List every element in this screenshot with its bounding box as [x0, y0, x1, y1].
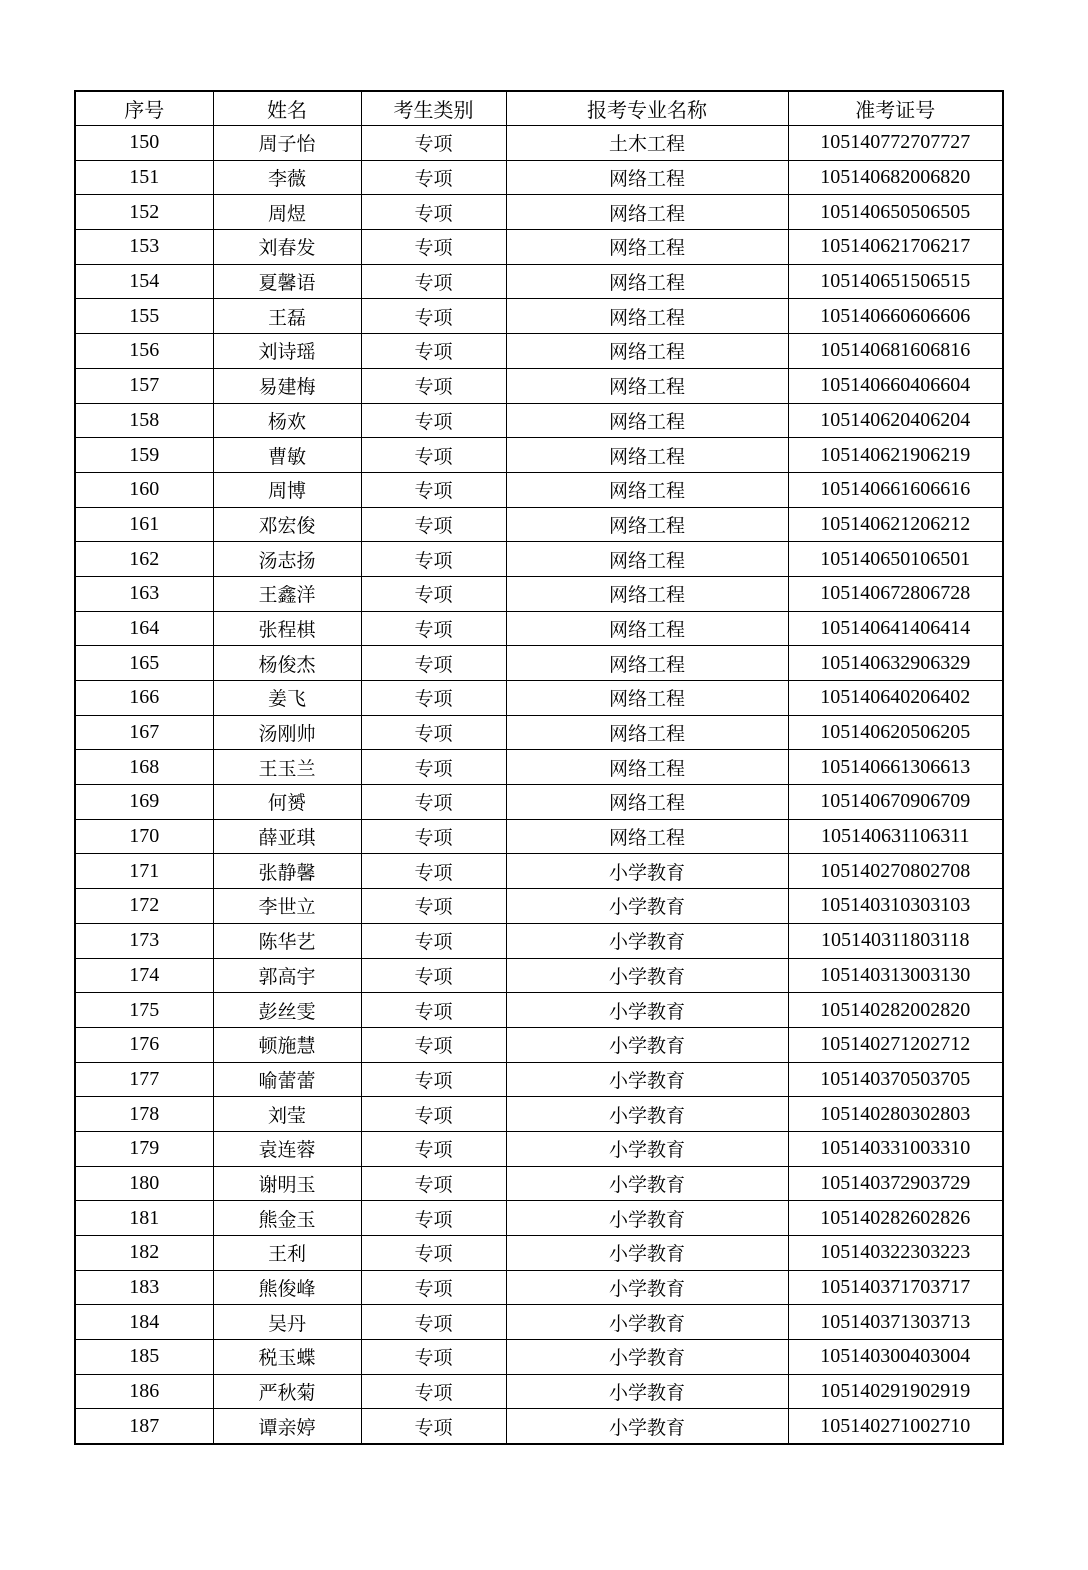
cell-name: 汤志扬 — [213, 542, 361, 577]
column-header-major: 报考专业名称 — [506, 91, 788, 126]
cell-major: 小学教育 — [506, 1131, 788, 1166]
cell-exam-id: 105140682006820 — [788, 160, 1003, 195]
cell-serial: 185 — [75, 1340, 213, 1375]
cell-name: 李薇 — [213, 160, 361, 195]
cell-category: 专项 — [361, 611, 506, 646]
cell-category: 专项 — [361, 576, 506, 611]
cell-exam-id: 105140631106311 — [788, 819, 1003, 854]
cell-major: 网络工程 — [506, 785, 788, 820]
cell-category: 专项 — [361, 542, 506, 577]
cell-category: 专项 — [361, 1201, 506, 1236]
cell-name: 税玉蝶 — [213, 1340, 361, 1375]
cell-category: 专项 — [361, 334, 506, 369]
cell-serial: 171 — [75, 854, 213, 889]
cell-serial: 169 — [75, 785, 213, 820]
cell-name: 周博 — [213, 472, 361, 507]
cell-name: 邓宏俊 — [213, 507, 361, 542]
header-row — [75, 91, 1003, 126]
cell-name: 熊俊峰 — [213, 1270, 361, 1305]
cell-exam-id: 105140650106501 — [788, 542, 1003, 577]
cell-serial: 168 — [75, 750, 213, 785]
cell-serial: 179 — [75, 1131, 213, 1166]
table-row — [75, 299, 1003, 334]
cell-serial: 182 — [75, 1236, 213, 1271]
table-row — [75, 1027, 1003, 1062]
cell-serial: 164 — [75, 611, 213, 646]
cell-exam-id: 105140641406414 — [788, 611, 1003, 646]
cell-major: 网络工程 — [506, 230, 788, 265]
cell-name: 王鑫洋 — [213, 576, 361, 611]
cell-major: 网络工程 — [506, 611, 788, 646]
cell-serial: 173 — [75, 923, 213, 958]
cell-exam-id: 105140672806728 — [788, 576, 1003, 611]
cell-category: 专项 — [361, 507, 506, 542]
cell-serial: 160 — [75, 472, 213, 507]
cell-serial: 158 — [75, 403, 213, 438]
admission-roster-table — [74, 90, 1004, 1445]
cell-serial: 152 — [75, 195, 213, 230]
cell-category: 专项 — [361, 1409, 506, 1444]
cell-exam-id: 105140632906329 — [788, 646, 1003, 681]
table-row — [75, 958, 1003, 993]
cell-major: 网络工程 — [506, 750, 788, 785]
cell-serial: 177 — [75, 1062, 213, 1097]
table-row — [75, 750, 1003, 785]
cell-serial: 178 — [75, 1097, 213, 1132]
table-row — [75, 993, 1003, 1028]
cell-name: 汤刚帅 — [213, 715, 361, 750]
cell-exam-id: 105140650506505 — [788, 195, 1003, 230]
table-row — [75, 1097, 1003, 1132]
cell-category: 专项 — [361, 1131, 506, 1166]
table-row — [75, 403, 1003, 438]
table-row — [75, 368, 1003, 403]
cell-major: 小学教育 — [506, 923, 788, 958]
table-row — [75, 264, 1003, 299]
cell-serial: 170 — [75, 819, 213, 854]
cell-exam-id: 105140640206402 — [788, 681, 1003, 716]
cell-exam-id: 105140270802708 — [788, 854, 1003, 889]
cell-exam-id: 105140300403004 — [788, 1340, 1003, 1375]
table-row — [75, 819, 1003, 854]
cell-category: 专项 — [361, 681, 506, 716]
cell-serial: 186 — [75, 1374, 213, 1409]
cell-serial: 184 — [75, 1305, 213, 1340]
cell-major: 土木工程 — [506, 126, 788, 161]
cell-name: 张静馨 — [213, 854, 361, 889]
cell-major: 小学教育 — [506, 889, 788, 924]
cell-major: 网络工程 — [506, 438, 788, 473]
cell-category: 专项 — [361, 403, 506, 438]
cell-exam-id: 105140670906709 — [788, 785, 1003, 820]
cell-major: 小学教育 — [506, 1166, 788, 1201]
cell-major: 网络工程 — [506, 507, 788, 542]
cell-serial: 163 — [75, 576, 213, 611]
table-row — [75, 1236, 1003, 1271]
table-body — [75, 126, 1003, 1445]
cell-name: 郭高宇 — [213, 958, 361, 993]
cell-name: 熊金玉 — [213, 1201, 361, 1236]
cell-exam-id: 105140331003310 — [788, 1131, 1003, 1166]
cell-serial: 172 — [75, 889, 213, 924]
cell-name: 易建梅 — [213, 368, 361, 403]
cell-serial: 187 — [75, 1409, 213, 1444]
cell-name: 陈华艺 — [213, 923, 361, 958]
cell-category: 专项 — [361, 646, 506, 681]
cell-serial: 167 — [75, 715, 213, 750]
table-row — [75, 1270, 1003, 1305]
cell-category: 专项 — [361, 1166, 506, 1201]
table-row — [75, 646, 1003, 681]
cell-exam-id: 105140282602826 — [788, 1201, 1003, 1236]
cell-name: 李世立 — [213, 889, 361, 924]
cell-name: 严秋菊 — [213, 1374, 361, 1409]
cell-exam-id: 105140621906219 — [788, 438, 1003, 473]
table-row — [75, 334, 1003, 369]
cell-name: 夏馨语 — [213, 264, 361, 299]
cell-category: 专项 — [361, 1270, 506, 1305]
cell-category: 专项 — [361, 923, 506, 958]
cell-exam-id: 105140620406204 — [788, 403, 1003, 438]
table-row — [75, 126, 1003, 161]
table-row — [75, 507, 1003, 542]
cell-name: 谢明玉 — [213, 1166, 361, 1201]
cell-exam-id: 105140661306613 — [788, 750, 1003, 785]
cell-exam-id: 105140280302803 — [788, 1097, 1003, 1132]
cell-major: 小学教育 — [506, 1097, 788, 1132]
table-row — [75, 438, 1003, 473]
cell-name: 刘春发 — [213, 230, 361, 265]
table-row — [75, 1409, 1003, 1444]
cell-major: 网络工程 — [506, 299, 788, 334]
cell-category: 专项 — [361, 819, 506, 854]
cell-name: 何赟 — [213, 785, 361, 820]
table-row — [75, 1062, 1003, 1097]
cell-category: 专项 — [361, 368, 506, 403]
cell-major: 小学教育 — [506, 1027, 788, 1062]
cell-exam-id: 105140311803118 — [788, 923, 1003, 958]
table-row — [75, 1374, 1003, 1409]
cell-exam-id: 105140310303103 — [788, 889, 1003, 924]
cell-major: 网络工程 — [506, 472, 788, 507]
table-row — [75, 160, 1003, 195]
cell-name: 喻蕾蕾 — [213, 1062, 361, 1097]
cell-serial: 159 — [75, 438, 213, 473]
cell-major: 小学教育 — [506, 1062, 788, 1097]
cell-name: 袁连蓉 — [213, 1131, 361, 1166]
cell-major: 网络工程 — [506, 681, 788, 716]
table-row — [75, 1131, 1003, 1166]
column-header-exam-id: 准考证号 — [788, 91, 1003, 126]
table-row — [75, 889, 1003, 924]
cell-major: 小学教育 — [506, 993, 788, 1028]
cell-major: 小学教育 — [506, 1270, 788, 1305]
cell-serial: 151 — [75, 160, 213, 195]
cell-major: 网络工程 — [506, 264, 788, 299]
cell-category: 专项 — [361, 160, 506, 195]
cell-category: 专项 — [361, 854, 506, 889]
cell-major: 小学教育 — [506, 1340, 788, 1375]
cell-serial: 156 — [75, 334, 213, 369]
column-header-name: 姓名 — [213, 91, 361, 126]
cell-category: 专项 — [361, 1062, 506, 1097]
cell-name: 曹敏 — [213, 438, 361, 473]
cell-category: 专项 — [361, 195, 506, 230]
table-row — [75, 230, 1003, 265]
cell-exam-id: 105140370503705 — [788, 1062, 1003, 1097]
cell-major: 小学教育 — [506, 1201, 788, 1236]
cell-exam-id: 105140681606816 — [788, 334, 1003, 369]
cell-category: 专项 — [361, 299, 506, 334]
cell-major: 小学教育 — [506, 854, 788, 889]
cell-name: 周煜 — [213, 195, 361, 230]
cell-exam-id: 105140651506515 — [788, 264, 1003, 299]
cell-major: 小学教育 — [506, 1409, 788, 1444]
cell-serial: 181 — [75, 1201, 213, 1236]
cell-name: 吴丹 — [213, 1305, 361, 1340]
cell-category: 专项 — [361, 1374, 506, 1409]
cell-category: 专项 — [361, 1305, 506, 1340]
cell-name: 姜飞 — [213, 681, 361, 716]
cell-serial: 183 — [75, 1270, 213, 1305]
cell-major: 网络工程 — [506, 403, 788, 438]
cell-major: 网络工程 — [506, 542, 788, 577]
cell-serial: 180 — [75, 1166, 213, 1201]
cell-major: 网络工程 — [506, 160, 788, 195]
cell-serial: 162 — [75, 542, 213, 577]
cell-exam-id: 105140660406604 — [788, 368, 1003, 403]
cell-major: 网络工程 — [506, 646, 788, 681]
cell-exam-id: 105140620506205 — [788, 715, 1003, 750]
table-row — [75, 715, 1003, 750]
cell-major: 小学教育 — [506, 1374, 788, 1409]
cell-serial: 176 — [75, 1027, 213, 1062]
cell-name: 彭丝雯 — [213, 993, 361, 1028]
cell-exam-id: 105140371703717 — [788, 1270, 1003, 1305]
table-row — [75, 472, 1003, 507]
cell-category: 专项 — [361, 1236, 506, 1271]
cell-category: 专项 — [361, 993, 506, 1028]
cell-serial: 166 — [75, 681, 213, 716]
cell-exam-id: 105140621206212 — [788, 507, 1003, 542]
cell-name: 杨俊杰 — [213, 646, 361, 681]
table-row — [75, 1340, 1003, 1375]
cell-category: 专项 — [361, 750, 506, 785]
cell-name: 顿施慧 — [213, 1027, 361, 1062]
cell-exam-id: 105140282002820 — [788, 993, 1003, 1028]
cell-name: 王磊 — [213, 299, 361, 334]
cell-name: 杨欢 — [213, 403, 361, 438]
cell-serial: 161 — [75, 507, 213, 542]
cell-category: 专项 — [361, 230, 506, 265]
roster-sheet — [74, 90, 1002, 1445]
cell-exam-id: 105140271202712 — [788, 1027, 1003, 1062]
table-row — [75, 785, 1003, 820]
cell-category: 专项 — [361, 438, 506, 473]
table-row — [75, 542, 1003, 577]
cell-serial: 174 — [75, 958, 213, 993]
cell-exam-id: 105140271002710 — [788, 1409, 1003, 1444]
cell-exam-id: 105140661606616 — [788, 472, 1003, 507]
cell-serial: 154 — [75, 264, 213, 299]
cell-exam-id: 105140372903729 — [788, 1166, 1003, 1201]
table-row — [75, 681, 1003, 716]
cell-category: 专项 — [361, 126, 506, 161]
cell-major: 网络工程 — [506, 576, 788, 611]
cell-exam-id: 105140371303713 — [788, 1305, 1003, 1340]
table-row — [75, 854, 1003, 889]
cell-major: 网络工程 — [506, 334, 788, 369]
table-row — [75, 923, 1003, 958]
column-header-serial: 序号 — [75, 91, 213, 126]
cell-major: 网络工程 — [506, 715, 788, 750]
cell-major: 小学教育 — [506, 1305, 788, 1340]
cell-exam-id: 105140621706217 — [788, 230, 1003, 265]
cell-category: 专项 — [361, 958, 506, 993]
cell-name: 谭亲婷 — [213, 1409, 361, 1444]
cell-serial: 157 — [75, 368, 213, 403]
table-row — [75, 1201, 1003, 1236]
cell-serial: 165 — [75, 646, 213, 681]
cell-exam-id: 105140660606606 — [788, 299, 1003, 334]
cell-exam-id: 105140313003130 — [788, 958, 1003, 993]
cell-category: 专项 — [361, 1027, 506, 1062]
cell-exam-id: 105140322303223 — [788, 1236, 1003, 1271]
cell-major: 小学教育 — [506, 1236, 788, 1271]
cell-major: 网络工程 — [506, 368, 788, 403]
table-row — [75, 576, 1003, 611]
cell-name: 周子怡 — [213, 126, 361, 161]
cell-serial: 153 — [75, 230, 213, 265]
table-row — [75, 1166, 1003, 1201]
cell-name: 刘莹 — [213, 1097, 361, 1132]
cell-name: 薛亚琪 — [213, 819, 361, 854]
cell-name: 王利 — [213, 1236, 361, 1271]
cell-major: 网络工程 — [506, 819, 788, 854]
cell-category: 专项 — [361, 715, 506, 750]
cell-name: 王玉兰 — [213, 750, 361, 785]
cell-category: 专项 — [361, 1097, 506, 1132]
cell-serial: 155 — [75, 299, 213, 334]
cell-major: 小学教育 — [506, 958, 788, 993]
cell-name: 刘诗瑶 — [213, 334, 361, 369]
table-row — [75, 1305, 1003, 1340]
cell-category: 专项 — [361, 785, 506, 820]
cell-serial: 150 — [75, 126, 213, 161]
cell-exam-id: 105140291902919 — [788, 1374, 1003, 1409]
cell-name: 张程棋 — [213, 611, 361, 646]
cell-exam-id: 105140772707727 — [788, 126, 1003, 161]
cell-major: 网络工程 — [506, 195, 788, 230]
cell-category: 专项 — [361, 264, 506, 299]
table-row — [75, 611, 1003, 646]
cell-category: 专项 — [361, 889, 506, 924]
cell-serial: 175 — [75, 993, 213, 1028]
cell-category: 专项 — [361, 1340, 506, 1375]
cell-category: 专项 — [361, 472, 506, 507]
table-row — [75, 195, 1003, 230]
table-header — [75, 91, 1003, 126]
column-header-category: 考生类别 — [361, 91, 506, 126]
